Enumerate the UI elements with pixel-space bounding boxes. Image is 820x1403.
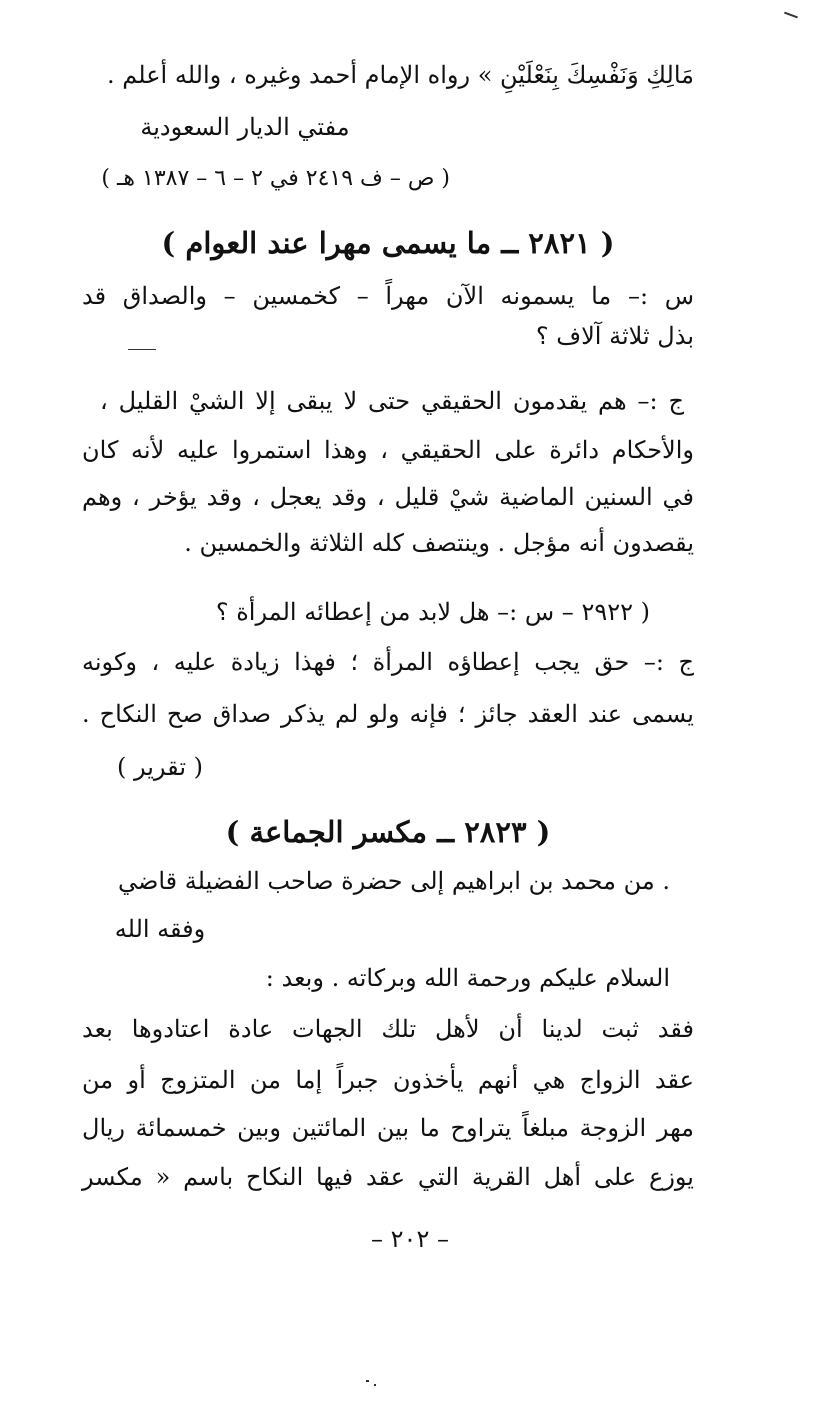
answer-line: يسمى عند العقد جائز ؛ فإنه ولو لم يذكر صداق صح النكاح .: [82, 700, 694, 728]
answer-line: ج :– حق يجب إعطاؤه المرأة ؛ فهذا زيادة عليه ، وكونه: [82, 648, 694, 676]
question-line: س :– ما يسمونه الآن مهراً – كخمسين – والصداق قد: [82, 282, 694, 310]
body-line: فقد ثبت لدينا أن لأهل تلك الجهات عادة اعتادوها بعد: [82, 1015, 694, 1043]
body-line: عقد الزواج هي أنهم يأخذون جبراً إما من المتزوج أو من: [82, 1066, 694, 1094]
reference-line: ( ص – ف ٢٤١٩ في ٢ – ٦ – ١٣٨٧ هـ ): [101, 166, 450, 191]
letter-line: وفقه الله: [114, 915, 206, 943]
section-heading: ( ٢٨٢٣ ــ مكسر الجماعة ): [225, 815, 551, 849]
scan-speck: [366, 1380, 369, 1382]
body-line: يوزع على أهل القرية التي عقد فيها النكاح باسم « مكسر: [82, 1163, 694, 1191]
section-heading: ( ٢٨٢١ ــ ما يسمى مهرا عند العوام ): [161, 226, 615, 260]
answer-line: يقصدون أنه مؤجل . وينتصف كله الثلاثة والخمسين .: [184, 529, 694, 557]
signature-title: مفتي الديار السعودية: [140, 113, 350, 141]
corner-mark: [784, 12, 798, 19]
question-line: ( ٢٩٢٢ – س :– هل لابد من إعطائه المرأة ؟: [215, 598, 650, 626]
answer-line: ج :– هم يقدمون الحقيقي حتى لا يبقى إلا الشيْ القليل ،: [100, 387, 684, 415]
greeting-line: السلام عليكم ورحمة الله وبركاته . وبعد :: [265, 964, 670, 992]
question-line: بذل ثلاثة آلاف ؟: [535, 322, 694, 350]
answer-line: في السنين الماضية شيْ قليل ، وقد يعجل ، وقد يؤخر ، وهم: [82, 483, 694, 511]
answer-line: والأحكام دائرة على الحقيقي ، وهذا استمروا عليه لأنه كان: [82, 436, 694, 464]
body-line: مهر الزوجة مبلغاً يتراوح ما بين المائتين وبين خمسمائة ريال: [82, 1114, 694, 1142]
letter-line: . من محمد بن ابراهيم إلى حضرة صاحب الفضيلة قاضي: [117, 867, 670, 895]
dash-mark: [128, 349, 156, 350]
source-note: ( تقرير ): [117, 753, 203, 781]
scan-speck: [374, 1384, 376, 1386]
text-line: مَالِكِ وَنَفْسِكَ بِنَعْلَيْنِ » رواه الإمام أحمد وغيره ، والله أعلم .: [107, 61, 694, 89]
page-number: – ٢٠٢ –: [371, 1225, 449, 1253]
